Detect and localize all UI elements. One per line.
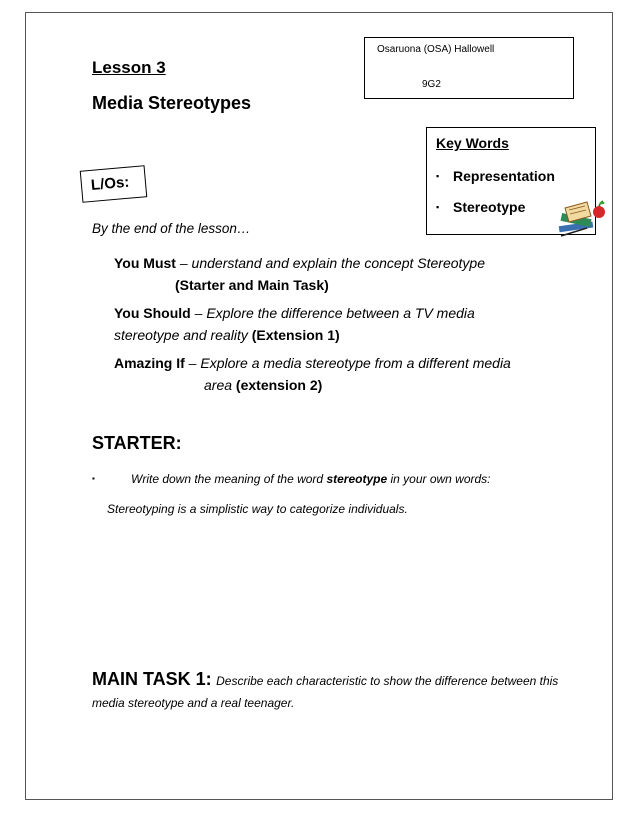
starter-question-pre: Write down the meaning of the word (131, 472, 327, 486)
los-label: L/Os: (90, 173, 130, 194)
student-name: Osaruona (OSA) Hallowell (377, 44, 495, 55)
outcome-must (114, 252, 485, 296)
student-info-box (364, 37, 574, 99)
intro-text: By the end of the lesson… (92, 221, 251, 236)
starter-heading: STARTER: (92, 433, 182, 453)
key-words-box (426, 127, 596, 235)
starter-question-post: in your own words: (387, 472, 491, 486)
outcome-separator: – (190, 305, 207, 321)
main-task (92, 668, 562, 714)
key-word-item (436, 168, 555, 184)
learning-objectives-badge (80, 165, 148, 203)
outcome-must-label: You Must (114, 255, 176, 271)
main-task-heading: MAIN TASK 1: (92, 669, 212, 689)
outcome-should-text-1: Explore the difference between a TV media (206, 305, 475, 321)
books-apple-icon (557, 196, 607, 240)
outcome-must-text: understand and explain the concept Stereotype (191, 255, 485, 271)
starter-answer: Stereotyping is a simplistic way to categorize individuals. (107, 502, 408, 516)
lesson-title: Lesson 3 (92, 58, 166, 77)
key-words-title: Key Words (436, 135, 509, 151)
outcome-amazing-text-1: Explore a media stereotype from a different media (200, 355, 511, 371)
outcome-should-note: (Extension 1) (251, 327, 340, 343)
key-word-item (436, 199, 525, 215)
outcome-should-text-2: stereotype and reality (114, 327, 248, 343)
outcome-should-label: You Should (114, 305, 191, 321)
student-class: 9G2 (422, 79, 441, 90)
outcome-amazing (114, 352, 511, 396)
lesson-subtitle: Media Stereotypes (92, 93, 252, 113)
outcome-should (114, 302, 475, 346)
main-task-description: Describe each characteristic to show the difference between this media stereotype and a real teenager. (92, 674, 559, 710)
starter-question (131, 472, 491, 486)
key-word-text: Representation (453, 168, 555, 184)
bullet-icon: ▪ (436, 171, 440, 181)
outcome-must-note: (Starter and Main Task) (175, 277, 329, 293)
outcome-separator: – (184, 355, 201, 371)
outcome-amazing-note: (extension 2) (235, 377, 323, 393)
bullet-icon: ▪ (436, 202, 440, 212)
outcome-separator: – (175, 255, 192, 271)
bullet-icon: ▪ (92, 474, 95, 483)
outcome-amazing-text-2: area (204, 377, 233, 393)
starter-question-keyword: stereotype (326, 472, 388, 486)
outcome-amazing-label: Amazing If (114, 355, 185, 371)
key-word-text: Stereotype (453, 199, 526, 215)
